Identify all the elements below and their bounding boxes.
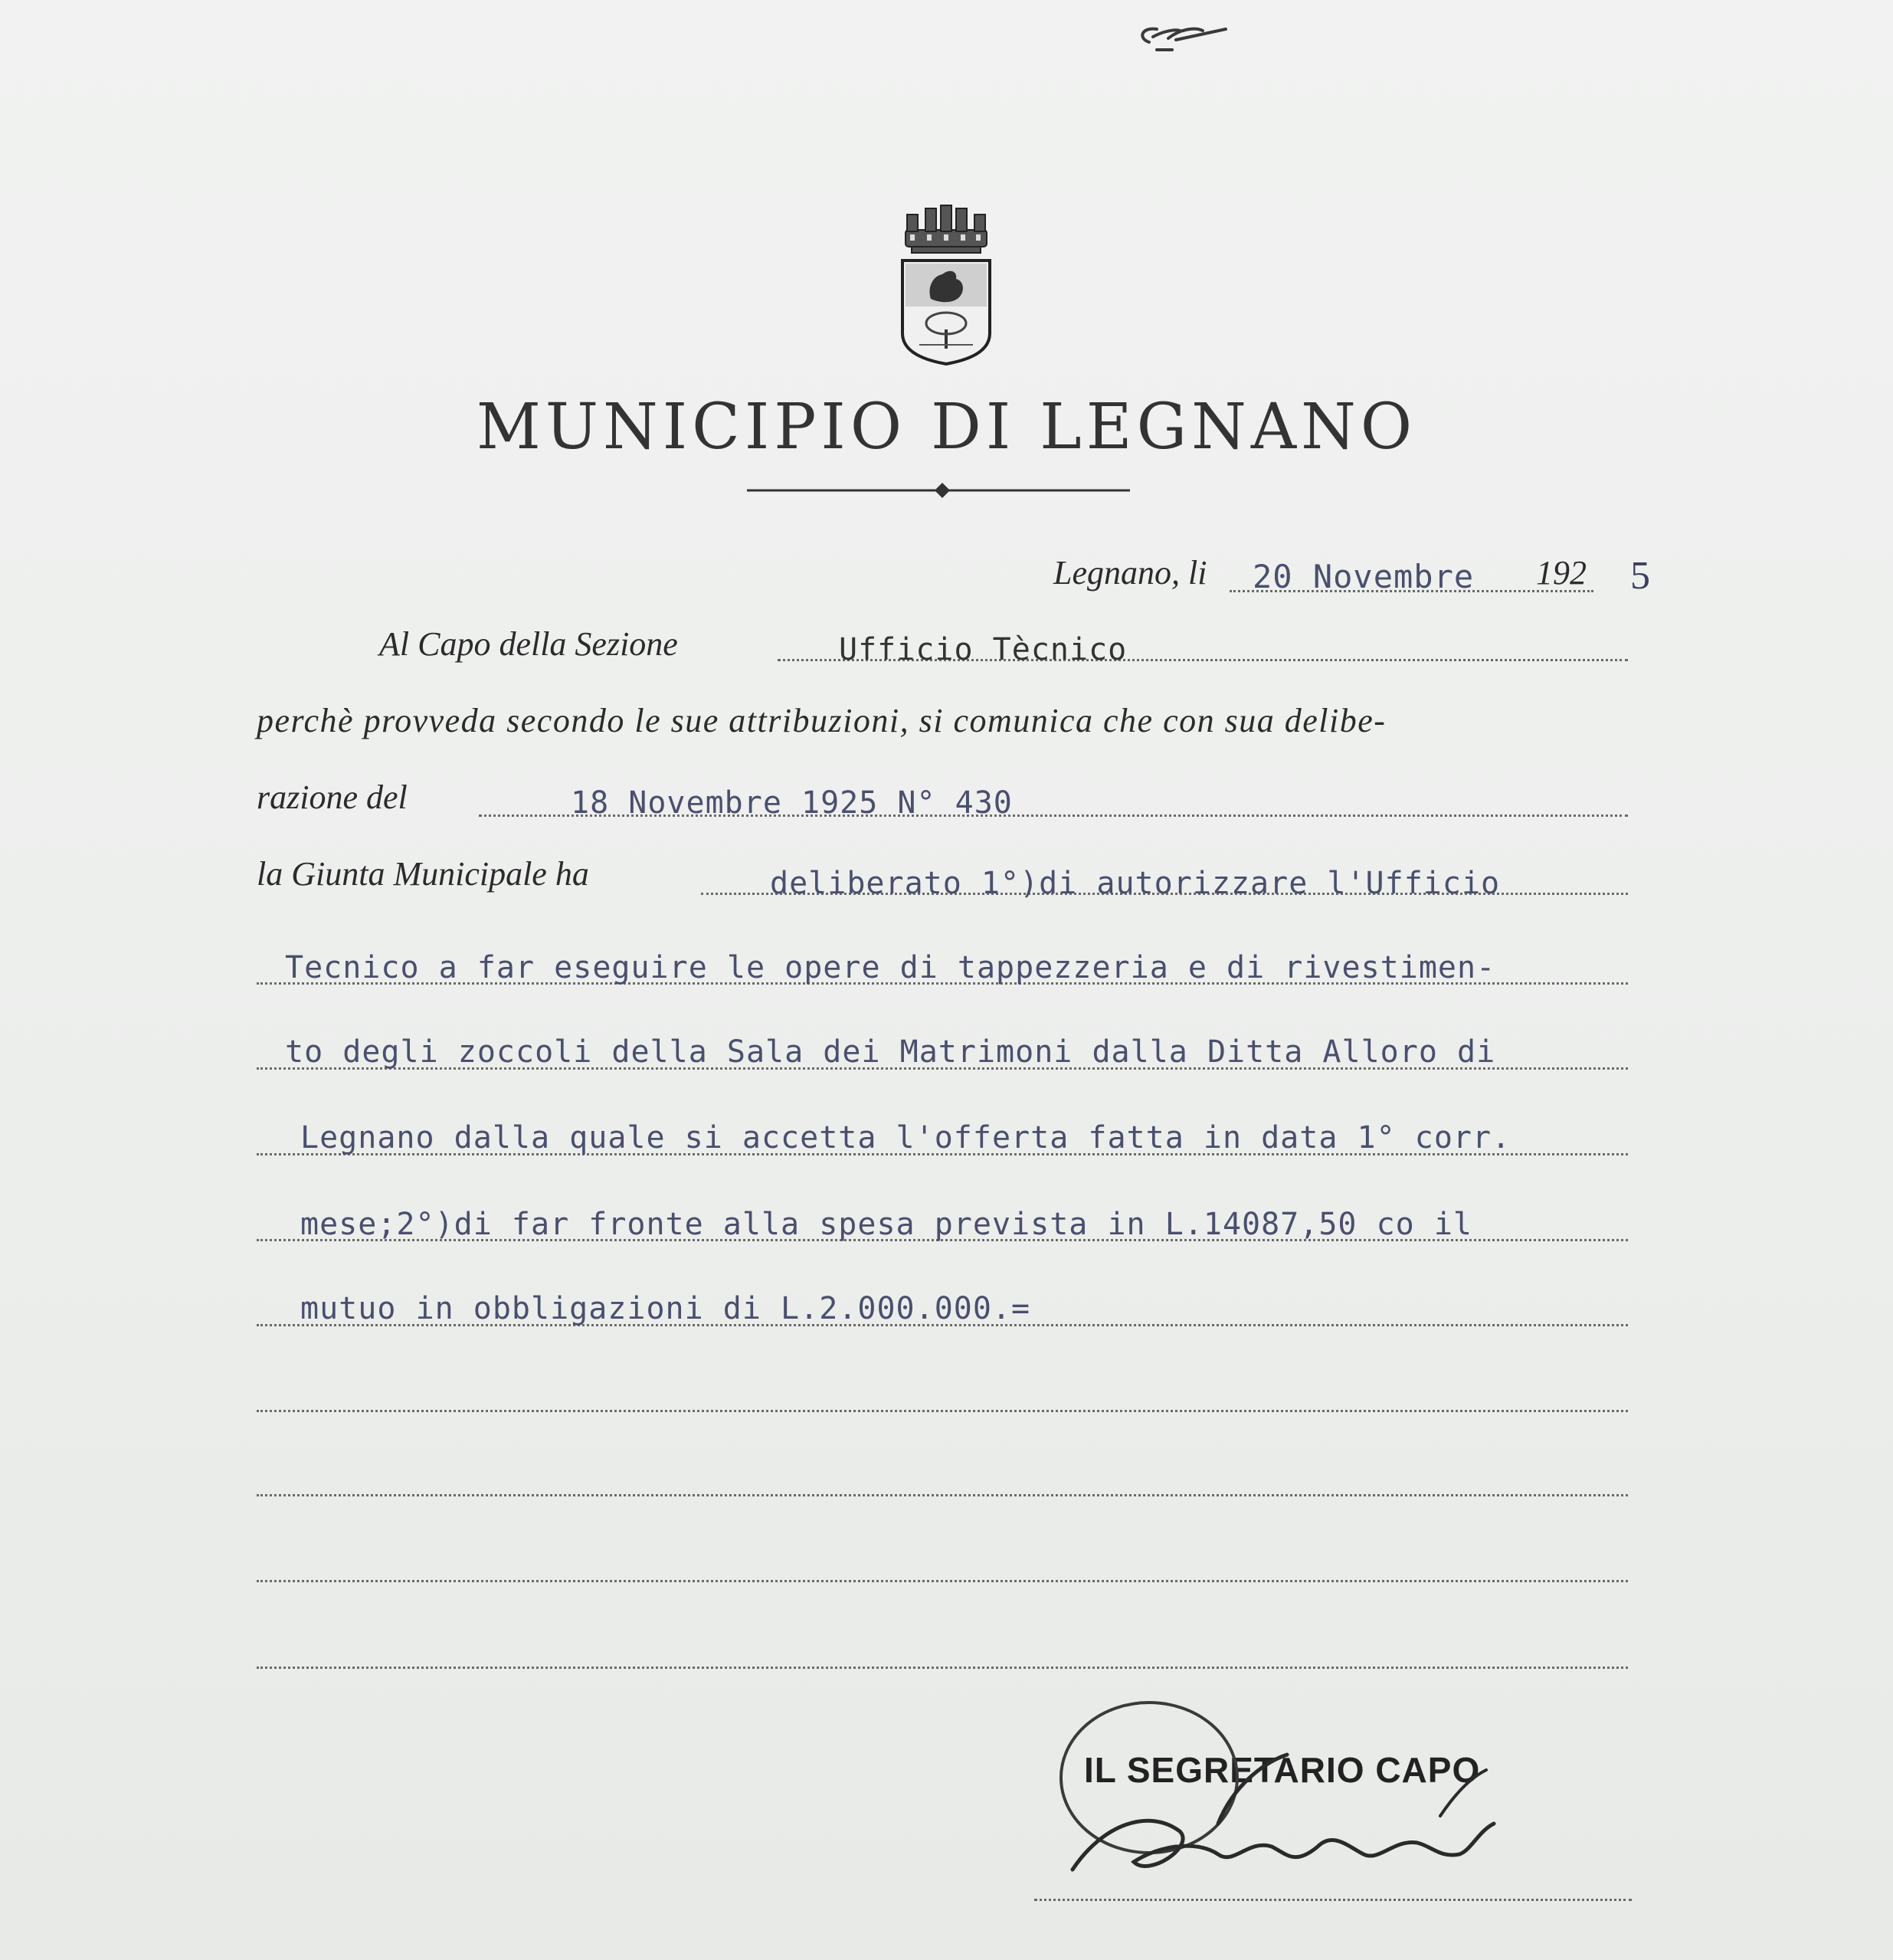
blank-dotted-line-4 xyxy=(257,1667,1628,1669)
giunta-label: la Giunta Municipale ha xyxy=(257,855,589,893)
recipient-value: Ufficio Tècnico xyxy=(839,632,1128,667)
giunta-line-3: to degli zoccoli della Sala dei Matrimoni dalla Ditta Alloro di xyxy=(285,1034,1496,1070)
printed-year: 192 xyxy=(1536,554,1587,592)
blank-dotted-line-2 xyxy=(257,1494,1628,1496)
recipient-label: Al Capo della Sezione xyxy=(379,625,678,663)
blank-dotted-line-3 xyxy=(257,1580,1628,1582)
date-typed-value: 20 Novembre xyxy=(1253,558,1475,595)
deliberation-label: razione del xyxy=(257,778,408,816)
deliberation-value: 18 Novembre 1925 N° 430 xyxy=(571,785,1013,821)
giunta-line-6: mutuo in obbligazioni di L.2.000.000.= xyxy=(300,1291,1031,1326)
giunta-line-1: deliberato 1°)di autorizzare l'Ufficio xyxy=(770,866,1501,901)
municipal-crest-icon xyxy=(896,192,996,368)
signature-title: IL SEGRETARIO CAPO xyxy=(1084,1750,1481,1790)
signature-and-stamp-icon xyxy=(1042,1693,1578,1893)
handwritten-year-digit: 5 xyxy=(1630,554,1650,598)
blank-dotted-line-1 xyxy=(257,1410,1628,1412)
giunta-line-2: Tecnico a far eseguire le opere di tappezzeria e di rivestimen- xyxy=(285,950,1496,985)
giunta-line-5: mese;2°)di far fronte alla spesa prevista in L.14087,50 co il xyxy=(300,1207,1473,1242)
date-label: Legnano, li xyxy=(1053,554,1207,592)
pencil-mark-icon xyxy=(1134,8,1241,61)
page-title: MUNICIPIO DI LEGNANO xyxy=(476,391,1417,464)
signature-dotted-line xyxy=(1034,1899,1632,1901)
title-ornament xyxy=(747,475,1145,506)
body-intro: perchè provveda secondo le sue attribuzioni, si comunica che con sua delibe- xyxy=(257,702,1387,739)
giunta-line-4: Legnano dalla quale si accetta l'offerta fatta in data 1° corr. xyxy=(300,1120,1511,1155)
